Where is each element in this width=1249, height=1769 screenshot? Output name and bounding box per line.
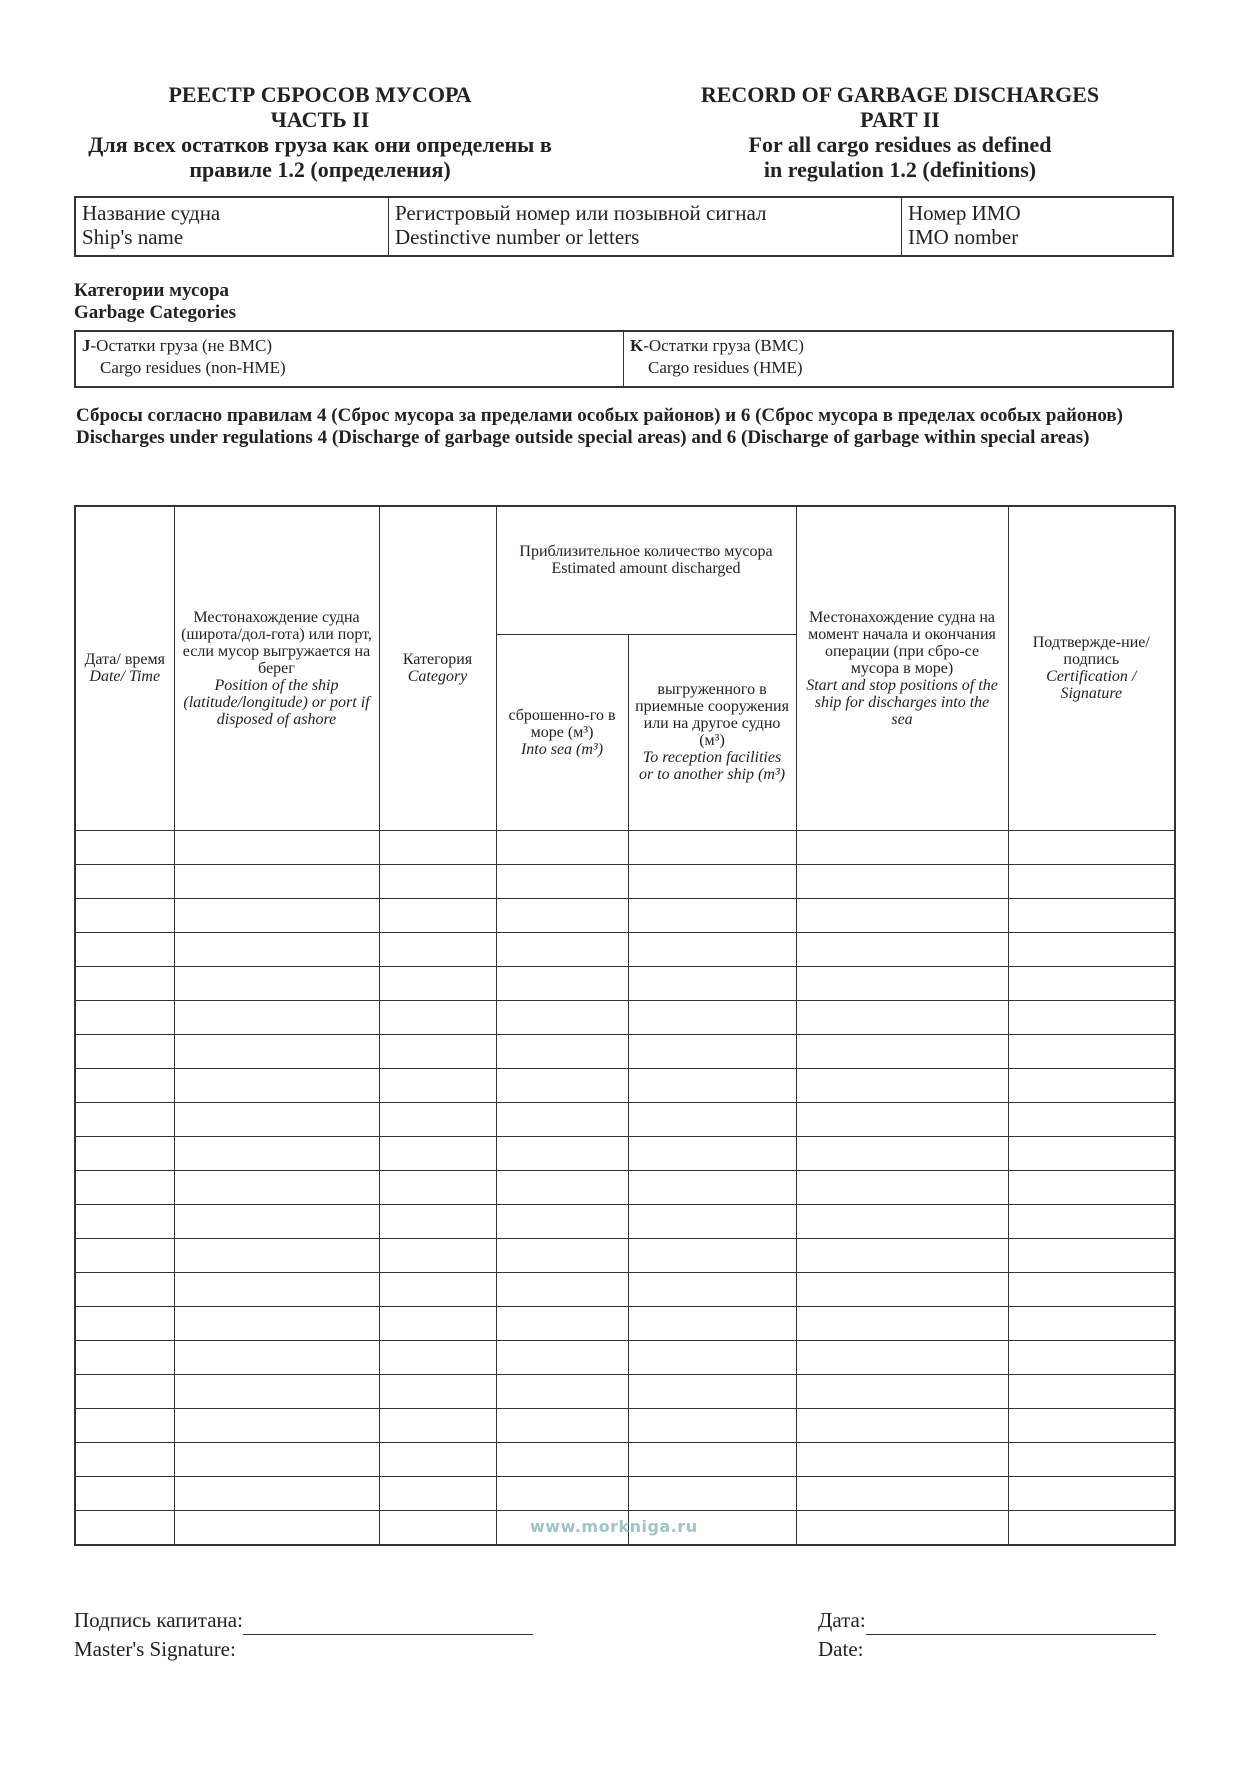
table-row bbox=[75, 830, 1175, 864]
cell-reception[interactable] bbox=[628, 1306, 796, 1340]
cell-category[interactable] bbox=[379, 1408, 496, 1442]
cell-reception[interactable] bbox=[628, 1374, 796, 1408]
table-row bbox=[75, 1408, 1175, 1442]
cell-into-sea[interactable] bbox=[496, 1102, 628, 1136]
cell-start-stop[interactable] bbox=[796, 864, 1008, 898]
cell-into-sea[interactable] bbox=[496, 1034, 628, 1068]
cell-position[interactable] bbox=[174, 1136, 379, 1170]
cell-into-sea[interactable] bbox=[496, 1408, 628, 1442]
categories-table bbox=[74, 330, 1174, 388]
cell-reception[interactable] bbox=[628, 864, 796, 898]
category-k-code: K bbox=[630, 336, 644, 355]
cell-category[interactable] bbox=[379, 1034, 496, 1068]
cell-certification[interactable] bbox=[1008, 1170, 1175, 1204]
cell-into-sea[interactable] bbox=[496, 830, 628, 864]
cell-certification[interactable] bbox=[1008, 1476, 1175, 1510]
cell-start-stop[interactable] bbox=[796, 898, 1008, 932]
cell-category[interactable] bbox=[379, 864, 496, 898]
cell-start-stop[interactable] bbox=[796, 1442, 1008, 1476]
master-signature-label-ru: Подпись капитана: bbox=[74, 1608, 243, 1632]
category-k bbox=[624, 331, 1174, 387]
col-header-date-ru: Дата/ время bbox=[84, 651, 165, 669]
cell-category[interactable] bbox=[379, 1102, 496, 1136]
cell-into-sea[interactable] bbox=[496, 1238, 628, 1272]
cell-date[interactable] bbox=[75, 864, 174, 898]
cell-date[interactable] bbox=[75, 1340, 174, 1374]
cell-certification[interactable] bbox=[1008, 1000, 1175, 1034]
table-row bbox=[75, 1204, 1175, 1238]
cell-date[interactable] bbox=[75, 1170, 174, 1204]
cell-reception[interactable] bbox=[628, 1068, 796, 1102]
table-row bbox=[75, 1340, 1175, 1374]
cell-date[interactable] bbox=[75, 1000, 174, 1034]
col-header-reception-en: To reception facilities or to another ship (m³) bbox=[638, 749, 786, 783]
col-header-into-sea-ru: сброшенно-го в море (м³) bbox=[508, 706, 616, 741]
cell-date[interactable] bbox=[75, 1102, 174, 1136]
cell-position[interactable] bbox=[174, 1306, 379, 1340]
table-row bbox=[75, 1068, 1175, 1102]
cell-certification[interactable] bbox=[1008, 898, 1175, 932]
col-header-date-en: Date/ Time bbox=[89, 668, 161, 686]
cell-position[interactable] bbox=[174, 1340, 379, 1374]
cell-start-stop[interactable] bbox=[796, 1272, 1008, 1306]
cell-reception[interactable] bbox=[628, 1034, 796, 1068]
col-header-position-en: Position of the ship (latitude/longitude) or port if disposed of ashore bbox=[183, 676, 370, 728]
cell-position[interactable] bbox=[174, 1442, 379, 1476]
discharges-regulations-en: Discharges under regulations 4 (Discharge of garbage outside special areas) and 6 (Discharge of garbage within special areas) bbox=[76, 427, 1090, 448]
cell-into-sea[interactable] bbox=[496, 1170, 628, 1204]
cell-reception[interactable] bbox=[628, 1476, 796, 1510]
garbage-categories-ru: Категории мусора bbox=[74, 280, 230, 301]
cell-start-stop[interactable] bbox=[796, 1102, 1008, 1136]
cell-reception[interactable] bbox=[628, 1102, 796, 1136]
table-row bbox=[75, 1170, 1175, 1204]
col-header-category bbox=[379, 506, 496, 830]
cell-start-stop[interactable] bbox=[796, 1306, 1008, 1340]
cell-position[interactable] bbox=[174, 1408, 379, 1442]
col-header-category-ru: Категория bbox=[402, 651, 473, 669]
cell-reception[interactable] bbox=[628, 932, 796, 966]
cell-date[interactable] bbox=[75, 1238, 174, 1272]
cell-category[interactable] bbox=[379, 1238, 496, 1272]
garbage-categories-heading bbox=[74, 280, 236, 324]
title-ru bbox=[60, 82, 580, 182]
cell-start-stop[interactable] bbox=[796, 1068, 1008, 1102]
cell-certification[interactable] bbox=[1008, 1272, 1175, 1306]
cell-date[interactable] bbox=[75, 898, 174, 932]
cell-reception[interactable] bbox=[628, 1136, 796, 1170]
cell-category[interactable] bbox=[379, 830, 496, 864]
ship-info-table bbox=[74, 196, 1174, 257]
cell-reception[interactable] bbox=[628, 1238, 796, 1272]
distinctive-number-cell[interactable] bbox=[389, 197, 902, 256]
date-label-en: Date: bbox=[818, 1637, 864, 1661]
col-header-position-ru: Местонахождение судна (широта/дол-гота) или порт, если мусор выгружается на берег bbox=[181, 608, 372, 677]
table-row bbox=[75, 1136, 1175, 1170]
ship-name-label-en: Ship's name bbox=[82, 225, 184, 249]
cell-position[interactable] bbox=[174, 1000, 379, 1034]
cell-start-stop[interactable] bbox=[796, 1204, 1008, 1238]
col-header-certification bbox=[1008, 506, 1175, 830]
cell-certification[interactable] bbox=[1008, 830, 1175, 864]
cell-date[interactable] bbox=[75, 1408, 174, 1442]
cell-start-stop[interactable] bbox=[796, 1170, 1008, 1204]
cell-position[interactable] bbox=[174, 1034, 379, 1068]
cell-position[interactable] bbox=[174, 1068, 379, 1102]
cell-start-stop[interactable] bbox=[796, 1000, 1008, 1034]
cell-category[interactable] bbox=[379, 1272, 496, 1306]
master-signature-block bbox=[74, 1606, 533, 1664]
master-signature-label-en: Master's Signature: bbox=[74, 1637, 236, 1661]
table-row bbox=[75, 966, 1175, 1000]
cell-start-stop[interactable] bbox=[796, 1476, 1008, 1510]
imo-number-cell[interactable] bbox=[902, 197, 1174, 256]
cell-date[interactable] bbox=[75, 1306, 174, 1340]
col-header-certification-ru: Подтвержде-ние/подпись bbox=[1032, 634, 1150, 669]
cell-position[interactable] bbox=[174, 1102, 379, 1136]
cell-into-sea[interactable] bbox=[496, 864, 628, 898]
table-row bbox=[75, 864, 1175, 898]
cell-into-sea[interactable] bbox=[496, 1068, 628, 1102]
cell-position[interactable] bbox=[174, 898, 379, 932]
cell-date[interactable] bbox=[75, 1204, 174, 1238]
cell-position[interactable] bbox=[174, 1510, 379, 1545]
garbage-categories-en: Garbage Categories bbox=[74, 302, 236, 323]
col-header-certification-en: Certification / Signature bbox=[1046, 668, 1137, 703]
table-row bbox=[75, 898, 1175, 932]
title-en-main: RECORD OF GARBAGE DISCHARGES bbox=[700, 82, 1100, 107]
cell-category[interactable] bbox=[379, 898, 496, 932]
cell-date[interactable] bbox=[75, 1272, 174, 1306]
cell-position[interactable] bbox=[174, 932, 379, 966]
cell-position[interactable] bbox=[174, 1272, 379, 1306]
title-en-sub1: For all cargo residues as defined bbox=[748, 132, 1052, 157]
title-ru-sub2: правиле 1.2 (определения) bbox=[189, 157, 451, 182]
title-en bbox=[640, 82, 1160, 182]
cell-reception[interactable] bbox=[628, 966, 796, 1000]
cell-start-stop[interactable] bbox=[796, 1374, 1008, 1408]
cell-date[interactable] bbox=[75, 966, 174, 1000]
cell-start-stop[interactable] bbox=[796, 1136, 1008, 1170]
cell-certification[interactable] bbox=[1008, 1442, 1175, 1476]
cell-reception[interactable] bbox=[628, 1340, 796, 1374]
discharge-log-table bbox=[74, 505, 1176, 1546]
cell-into-sea[interactable] bbox=[496, 1272, 628, 1306]
cell-category[interactable] bbox=[379, 1170, 496, 1204]
cell-into-sea[interactable] bbox=[496, 1306, 628, 1340]
cell-into-sea[interactable] bbox=[496, 1000, 628, 1034]
col-header-into-sea-en: Into sea (m³) bbox=[520, 740, 604, 758]
cell-start-stop[interactable] bbox=[796, 1034, 1008, 1068]
cell-date[interactable] bbox=[75, 1374, 174, 1408]
table-row bbox=[75, 1238, 1175, 1272]
imo-number-label-en: IMO nomber bbox=[908, 225, 1019, 249]
cell-start-stop[interactable] bbox=[796, 1510, 1008, 1545]
cell-into-sea[interactable] bbox=[496, 932, 628, 966]
cell-into-sea[interactable] bbox=[496, 1340, 628, 1374]
col-header-amount bbox=[496, 506, 796, 634]
table-row bbox=[75, 1442, 1175, 1476]
distinctive-number-label-en: Destinctive number or letters bbox=[395, 225, 640, 249]
cell-certification[interactable] bbox=[1008, 1408, 1175, 1442]
table-row bbox=[75, 1034, 1175, 1068]
cell-into-sea[interactable] bbox=[496, 1476, 628, 1510]
col-header-start-stop-en: Start and stop positions of the ship for discharges into the sea bbox=[806, 676, 998, 728]
cell-position[interactable] bbox=[174, 966, 379, 1000]
col-header-reception-ru: выгруженного в приемные сооружения или на другое судно (м³) bbox=[635, 681, 789, 749]
cell-start-stop[interactable] bbox=[796, 1238, 1008, 1272]
cell-certification[interactable] bbox=[1008, 1340, 1175, 1374]
cell-reception[interactable] bbox=[628, 1272, 796, 1306]
col-header-into-sea bbox=[496, 634, 628, 830]
master-signature-line[interactable] bbox=[243, 1612, 533, 1635]
cell-into-sea[interactable] bbox=[496, 966, 628, 1000]
cell-certification[interactable] bbox=[1008, 1102, 1175, 1136]
cell-certification[interactable] bbox=[1008, 1204, 1175, 1238]
cell-date[interactable] bbox=[75, 1068, 174, 1102]
cell-category[interactable] bbox=[379, 1476, 496, 1510]
category-j-ru: -Остатки груза (не ВМС) bbox=[90, 336, 273, 355]
ship-name-label-ru: Название судна bbox=[82, 201, 221, 225]
cell-category[interactable] bbox=[379, 932, 496, 966]
table-row bbox=[75, 932, 1175, 966]
cell-start-stop[interactable] bbox=[796, 932, 1008, 966]
cell-date[interactable] bbox=[75, 932, 174, 966]
title-ru-sub1: Для всех остатков груза как они определены в bbox=[88, 132, 552, 157]
cell-certification[interactable] bbox=[1008, 1238, 1175, 1272]
cell-date[interactable] bbox=[75, 1476, 174, 1510]
cell-certification[interactable] bbox=[1008, 966, 1175, 1000]
imo-number-label-ru: Номер ИМО bbox=[908, 201, 1021, 225]
cell-certification[interactable] bbox=[1008, 1068, 1175, 1102]
col-header-date bbox=[75, 506, 174, 830]
discharge-log-body bbox=[75, 830, 1175, 1545]
cell-category[interactable] bbox=[379, 1136, 496, 1170]
cell-reception[interactable] bbox=[628, 1000, 796, 1034]
date-block bbox=[818, 1606, 1156, 1664]
title-en-part: PART II bbox=[860, 107, 940, 132]
cell-certification[interactable] bbox=[1008, 1510, 1175, 1545]
cell-certification[interactable] bbox=[1008, 864, 1175, 898]
category-j-en: Cargo residues (non-HME) bbox=[100, 358, 286, 377]
table-row bbox=[75, 1000, 1175, 1034]
col-header-amount-ru: Приблизительное количество мусора bbox=[519, 543, 773, 560]
category-j bbox=[75, 331, 624, 387]
cell-position[interactable] bbox=[174, 1204, 379, 1238]
cell-start-stop[interactable] bbox=[796, 966, 1008, 1000]
cell-category[interactable] bbox=[379, 1340, 496, 1374]
cell-reception[interactable] bbox=[628, 1408, 796, 1442]
title-en-sub2: in regulation 1.2 (definitions) bbox=[763, 157, 1037, 182]
cell-certification[interactable] bbox=[1008, 1306, 1175, 1340]
ship-name-cell[interactable] bbox=[75, 197, 389, 256]
category-j-code: J bbox=[82, 336, 91, 355]
col-header-start-stop-ru: Местонахождение судна на момент начала и окончания операции (при сбро-се мусора в море) bbox=[808, 608, 996, 677]
cell-into-sea[interactable] bbox=[496, 1374, 628, 1408]
cell-position[interactable] bbox=[174, 830, 379, 864]
cell-into-sea[interactable] bbox=[496, 1204, 628, 1238]
table-row bbox=[75, 1102, 1175, 1136]
cell-reception[interactable] bbox=[628, 830, 796, 864]
cell-certification[interactable] bbox=[1008, 1034, 1175, 1068]
cell-category[interactable] bbox=[379, 1374, 496, 1408]
cell-certification[interactable] bbox=[1008, 1374, 1175, 1408]
cell-into-sea[interactable] bbox=[496, 898, 628, 932]
col-header-reception bbox=[628, 634, 796, 830]
cell-category[interactable] bbox=[379, 1068, 496, 1102]
category-k-ru: -Остатки груза (ВМС) bbox=[643, 336, 804, 355]
cell-position[interactable] bbox=[174, 1476, 379, 1510]
cell-reception[interactable] bbox=[628, 1170, 796, 1204]
cell-into-sea[interactable] bbox=[496, 1136, 628, 1170]
watermark: www.morkniga.ru bbox=[530, 1517, 698, 1536]
cell-certification[interactable] bbox=[1008, 932, 1175, 966]
date-label-ru: Дата: bbox=[818, 1608, 866, 1632]
cell-category[interactable] bbox=[379, 1442, 496, 1476]
cell-date[interactable] bbox=[75, 1442, 174, 1476]
discharges-regulations bbox=[76, 405, 1176, 449]
cell-position[interactable] bbox=[174, 1238, 379, 1272]
cell-date[interactable] bbox=[75, 1034, 174, 1068]
col-header-position bbox=[174, 506, 379, 830]
cell-start-stop[interactable] bbox=[796, 1340, 1008, 1374]
cell-category[interactable] bbox=[379, 1000, 496, 1034]
discharges-regulations-ru: Сбросы согласно правилам 4 (Сброс мусора за пределами особых районов) и 6 (Сброс мусора в пределах особых районов) bbox=[76, 405, 1123, 426]
distinctive-number-label-ru: Регистровый номер или позывной сигнал bbox=[395, 201, 767, 225]
cell-start-stop[interactable] bbox=[796, 1408, 1008, 1442]
cell-date[interactable] bbox=[75, 830, 174, 864]
title-ru-main: РЕЕСТР СБРОСОВ МУСОРА bbox=[168, 82, 472, 107]
cell-date[interactable] bbox=[75, 1510, 174, 1545]
cell-category[interactable] bbox=[379, 1306, 496, 1340]
table-row bbox=[75, 1374, 1175, 1408]
title-ru-part: ЧАСТЬ II bbox=[270, 107, 370, 132]
col-header-start-stop bbox=[796, 506, 1008, 830]
cell-reception[interactable] bbox=[628, 1442, 796, 1476]
category-k-en: Cargo residues (HME) bbox=[648, 358, 803, 377]
cell-reception[interactable] bbox=[628, 1204, 796, 1238]
date-line[interactable] bbox=[866, 1612, 1156, 1635]
cell-category[interactable] bbox=[379, 1510, 496, 1545]
cell-certification[interactable] bbox=[1008, 1136, 1175, 1170]
col-header-amount-en: Estimated amount discharged bbox=[551, 560, 741, 577]
table-row bbox=[75, 1476, 1175, 1510]
cell-category[interactable] bbox=[379, 1204, 496, 1238]
table-row bbox=[75, 1306, 1175, 1340]
table-row bbox=[75, 1272, 1175, 1306]
cell-reception[interactable] bbox=[628, 898, 796, 932]
col-header-category-en: Category bbox=[407, 668, 468, 686]
cell-position[interactable] bbox=[174, 864, 379, 898]
cell-position[interactable] bbox=[174, 1374, 379, 1408]
cell-category[interactable] bbox=[379, 966, 496, 1000]
cell-position[interactable] bbox=[174, 1170, 379, 1204]
cell-start-stop[interactable] bbox=[796, 830, 1008, 864]
cell-into-sea[interactable] bbox=[496, 1442, 628, 1476]
cell-date[interactable] bbox=[75, 1136, 174, 1170]
